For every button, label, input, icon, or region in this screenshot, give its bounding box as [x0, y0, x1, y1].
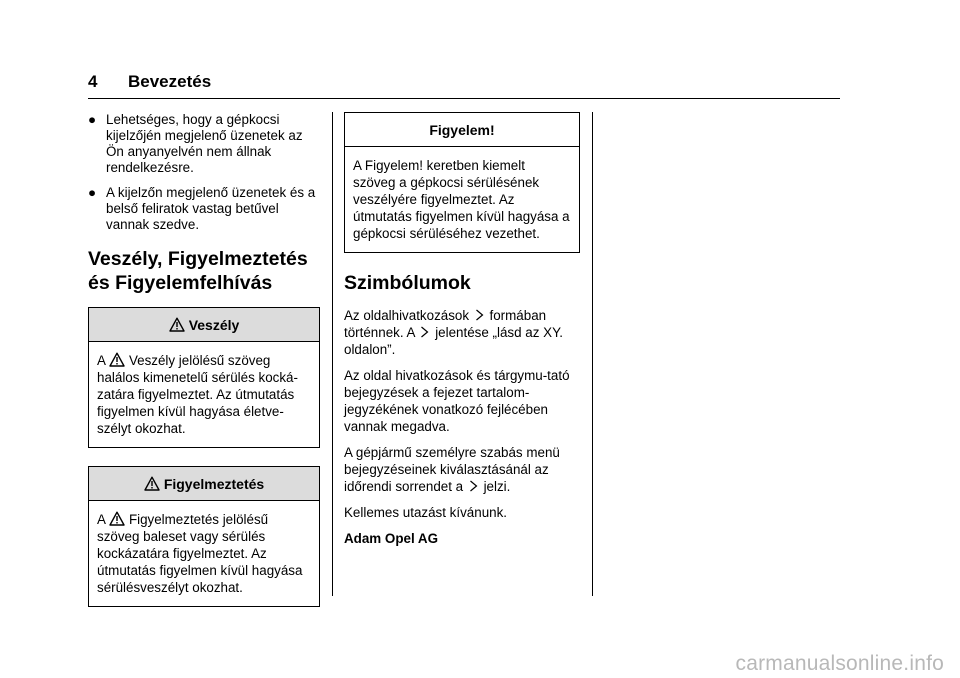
- warning-triangle-icon: [144, 476, 160, 491]
- caution-box: [344, 112, 580, 253]
- text-fragment: jelentése „lásd az XY. oldalon”.: [344, 325, 563, 357]
- page-header: [88, 68, 840, 99]
- danger-box-header: [89, 308, 319, 342]
- left-column: [88, 112, 320, 625]
- middle-column: [344, 112, 580, 556]
- caution-box-header: [345, 113, 579, 147]
- danger-box-prefix: A: [97, 353, 106, 368]
- section-heading-symbols: Szimbólumok: [344, 272, 471, 294]
- warning-box-title: Figyelmeztetés: [163, 475, 265, 492]
- paragraph-index-refs: Az oldal hivatkozások és tárgymu-tató bejegyzések a fejezet tartalom-jegyzékének vonatkozó fejlécében vannak megadva.: [344, 368, 570, 434]
- warning-box-text: Figyelmeztetés jelölésű szöveg baleset vagy sérülés kockázatára figyelmeztet. Az útmutatás figyelmen kívül hagyása sérülésveszélyt okozhat.: [97, 512, 303, 595]
- paragraph-greeting: Kellemes utazást kívánunk.: [344, 505, 508, 520]
- bullet-text: Lehetséges, hogy a gépkocsi kijelzőjén megjelenő üzenetek az Ön anyanyelvén nem állnak rendelkezésre.: [106, 112, 303, 175]
- warning-box-header: [89, 467, 319, 501]
- warning-box: [88, 466, 320, 607]
- caution-box-body: A Figyelem! keretben kiemelt szöveg a gépkocsi sérülésének veszélyére figyelmeztet. Az útmutatás figyelmen kívül hagyása a gépkocsi sérüléséhez vezethet.: [353, 158, 570, 241]
- paragraph-menu-order: [344, 444, 580, 495]
- page-reference-icon: [475, 309, 484, 321]
- page-reference-icon: [469, 480, 478, 492]
- danger-box-title: Veszély: [188, 316, 240, 333]
- bullet-dot: ●: [88, 112, 97, 127]
- warning-triangle-icon: [109, 352, 125, 367]
- caution-box-title: Figyelem!: [429, 121, 495, 138]
- warning-box-prefix: A: [97, 512, 106, 527]
- bullet-text: A kijelzőn megjelenő üzenetek és a belső feliratok vastag betűvel vannak szedve.: [106, 185, 316, 232]
- watermark: carmanualsonline.info: [735, 652, 944, 675]
- list-item: [88, 185, 320, 233]
- warning-triangle-icon: [109, 511, 125, 526]
- text-fragment: jelzi.: [483, 479, 511, 494]
- warning-box-body: [89, 501, 319, 606]
- danger-box: [88, 307, 320, 448]
- company-signature: Adam Opel AG: [344, 531, 438, 546]
- section-heading-warnings: Veszély, Figyelmeztetés és Figyelemfelhívás: [88, 248, 308, 294]
- page-reference-icon: [420, 326, 429, 338]
- chapter-title: Bevezetés: [128, 72, 212, 91]
- column-divider: [592, 112, 593, 596]
- text-fragment: formában történnek. A: [344, 308, 547, 340]
- list-item: [88, 112, 320, 176]
- page-number: 4: [88, 72, 98, 91]
- text-fragment: Az oldalhivatkozások: [344, 308, 470, 323]
- bullet-dot: ●: [88, 185, 97, 200]
- danger-box-text: Veszély jelölésű szöveg halálos kimenetelű sérülés kocká-zatára figyelmeztet. Az útmutatás figyelmen kívül hagyása életve-szélyt okozhat.: [97, 353, 298, 436]
- text-fragment: A gépjármű személyre szabás menü bejegyzéseinek kiválasztásánál az időrendi sorrendet a: [344, 445, 560, 494]
- warning-triangle-icon: [169, 317, 185, 332]
- paragraph-page-refs: [344, 307, 580, 358]
- column-divider: [332, 112, 333, 596]
- danger-box-body: [89, 342, 319, 447]
